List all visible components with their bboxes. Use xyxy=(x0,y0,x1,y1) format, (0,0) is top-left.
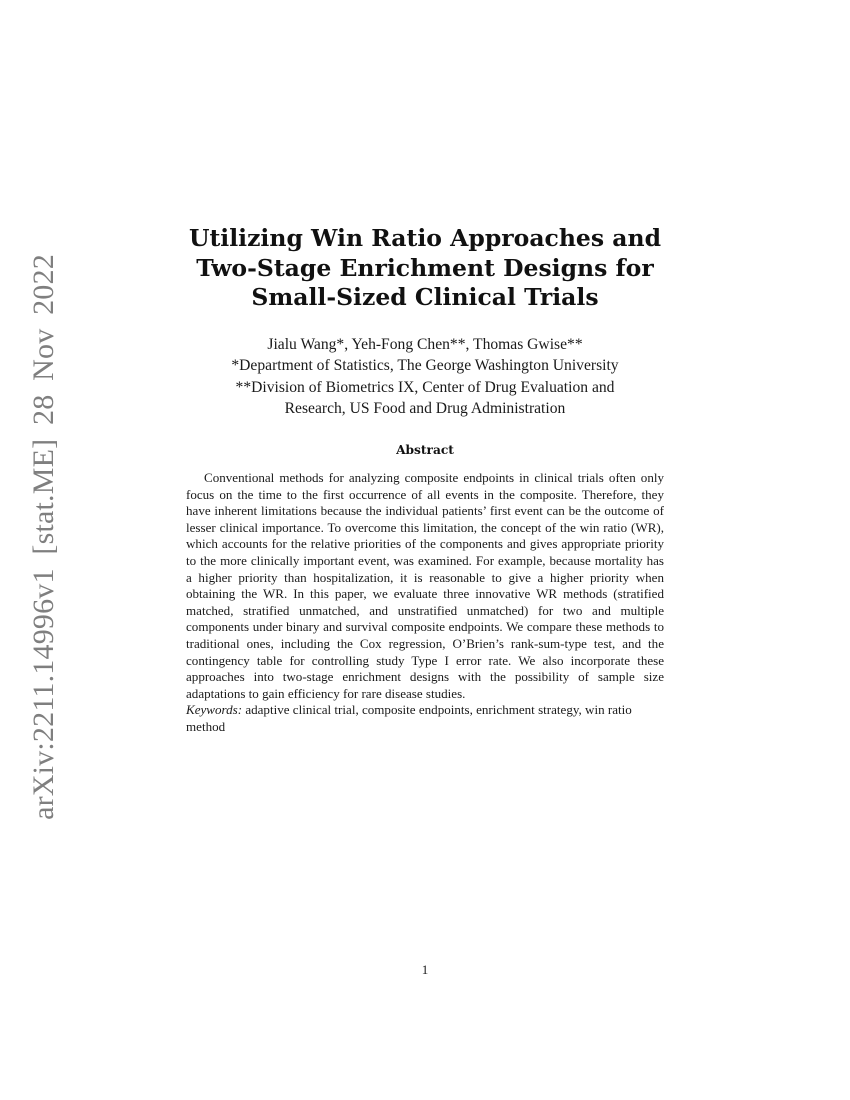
keywords-list: adaptive clinical trial, composite endpoints, enrichment strategy, win ratio method xyxy=(186,702,632,734)
authors-block xyxy=(150,334,700,420)
title-line: Two-Stage Enrichment Designs for xyxy=(196,253,654,282)
affiliation-line: Research, US Food and Drug Administration xyxy=(284,400,566,418)
keywords-label: Keywords: xyxy=(186,702,243,718)
title-line: Small-Sized Clinical Trials xyxy=(251,283,599,311)
abstract-heading: Abstract xyxy=(396,443,454,457)
author-list: Jialu Wang*, Yeh-Fong Chen**, Thomas Gwise** xyxy=(267,336,583,353)
affiliation-line: **Division of Biometrics IX, Center of Drug Evaluation and xyxy=(235,378,615,396)
title-line: Utilizing Win Ratio Approaches and xyxy=(188,224,662,252)
arxiv-identifier-stamp: arXiv:2211.14996v1 [stat.ME] 28 Nov 2022 xyxy=(27,254,60,820)
paper-title xyxy=(150,224,700,313)
title-block xyxy=(150,224,700,313)
affiliation-line: *Department of Statistics, The George Washington University xyxy=(231,357,619,375)
abstract-paragraph: Conventional methods for analyzing composite endpoints in clinical trials often only focus on the time to the first occurrence of all events in the composite. Therefore, they have inherent limitations because the individual patients’ first event can be the outcome of lesser clinical importance. To overcome this limitation, the concept of the win ratio (WR), which accounts for the relative priorities of the components and gives appropriate priority to the more clinically important event, was examined. For example, because mortality has a higher priority than hospitalization, it is reasonable to give a higher priority when obtaining the WR. In this paper, we evaluate three innovative WR methods (stratified matched, stratified unmatched, and unstratified unmatched) for two and multiple components under binary and survival composite endpoints. We compare these methods to traditional ones, including the Cox regression, O’Brien’s rank-sum-type test, and the contingency table for controlling study Type I error rate. We also incorporate these approaches into two-stage enrichment designs with the possibility of sample size adaptations to gain efficiency for rare disease studies. xyxy=(186,470,664,701)
page-number: 1 xyxy=(421,962,429,977)
abstract-section xyxy=(186,470,664,736)
keywords-line xyxy=(186,702,664,735)
